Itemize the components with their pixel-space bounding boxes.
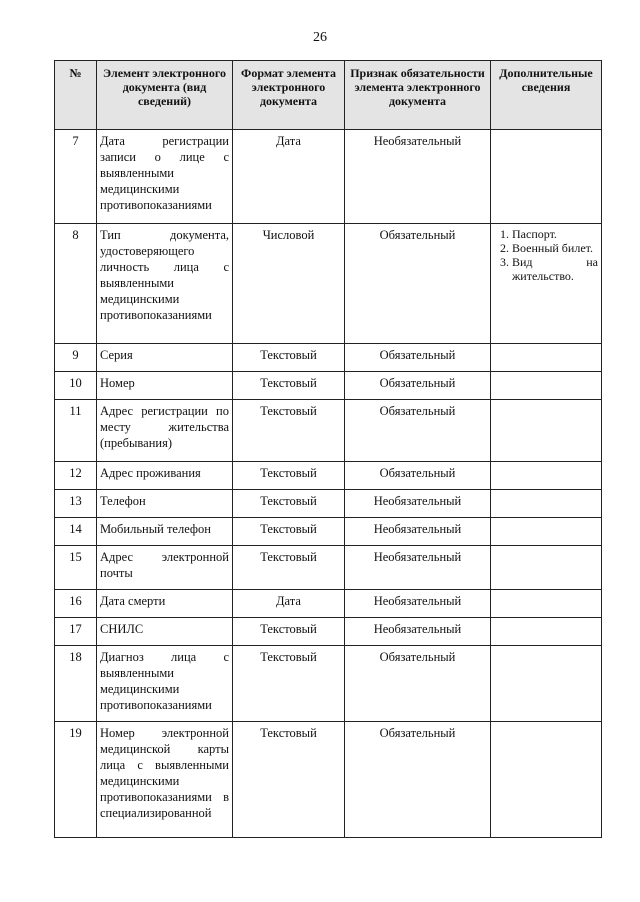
required-flag: Обязательный [345,400,491,462]
element-name: Адрес проживания [97,462,233,490]
required-flag: Необязательный [345,590,491,618]
element-name: Серия [97,344,233,372]
table-row [55,646,602,722]
required-flag: Необязательный [345,490,491,518]
element-format: Текстовый [233,344,345,372]
element-format: Текстовый [233,490,345,518]
header-required: Признак обязательности элемента электронного документа [345,61,491,130]
element-format: Текстовый [233,372,345,400]
additional-info [491,400,602,462]
additional-info [491,590,602,618]
element-format: Числовой [233,224,345,344]
additional-info [491,722,602,838]
element-format: Текстовый [233,618,345,646]
additional-info [491,224,602,344]
header-number: № [55,61,97,130]
element-format: Текстовый [233,646,345,722]
required-flag: Обязательный [345,224,491,344]
element-format: Текстовый [233,546,345,590]
element-name: Номер электронной медицинской карты лица с выявленными медицинскими противопоказаниями в специализированной [97,722,233,838]
row-number: 15 [55,546,97,590]
table-row [55,618,602,646]
additional-info [491,372,602,400]
row-number: 8 [55,224,97,344]
table-row [55,546,602,590]
row-number: 14 [55,518,97,546]
table-row [55,722,602,838]
header-element: Элемент электронного документа (вид сведений) [97,61,233,130]
element-format: Текстовый [233,400,345,462]
required-flag: Обязательный [345,462,491,490]
element-name: Диагноз лица с выявленными медицинскими противопоказаниями [97,646,233,722]
row-number: 7 [55,130,97,224]
table-row [55,400,602,462]
required-flag: Обязательный [345,372,491,400]
element-format: Дата [233,130,345,224]
element-name: Дата регистрации записи о лице с выявленными медицинскими противопоказаниями [97,130,233,224]
info-list-item: 1. Паспорт. [512,227,598,241]
element-name: Адрес регистрации по месту жительства (пребывания) [97,400,233,462]
additional-info [491,344,602,372]
required-flag: Обязательный [345,646,491,722]
row-number: 18 [55,646,97,722]
additional-info [491,646,602,722]
row-number: 9 [55,344,97,372]
table-row [55,462,602,490]
info-list-item: 2. Военный билет. [512,241,598,255]
element-format: Текстовый [233,722,345,838]
additional-info [491,546,602,590]
header-additional: Дополнительные сведения [491,61,602,130]
element-format: Текстовый [233,462,345,490]
row-number: 10 [55,372,97,400]
info-list-item: 3. Вид на жительство. [512,255,598,283]
additional-info [491,618,602,646]
row-number: 16 [55,590,97,618]
row-number: 17 [55,618,97,646]
required-flag: Обязательный [345,722,491,838]
table-row [55,490,602,518]
element-name: Адрес электронной почты [97,546,233,590]
element-name: Мобильный телефон [97,518,233,546]
element-format: Дата [233,590,345,618]
table-row [55,344,602,372]
additional-info [491,130,602,224]
table-row [55,590,602,618]
header-format: Формат элемента электронного документа [233,61,345,130]
info-list [494,227,598,283]
additional-info [491,462,602,490]
row-number: 11 [55,400,97,462]
table-row [55,372,602,400]
required-flag: Необязательный [345,518,491,546]
document-elements-table [54,60,602,838]
table-body [55,130,602,838]
page-number: 26 [313,30,327,45]
table-row [55,518,602,546]
table-row [55,224,602,344]
row-number: 13 [55,490,97,518]
element-name: Тип документа, удостоверяющего личность лица с выявленными медицинскими противопоказаниями [97,224,233,344]
required-flag: Необязательный [345,546,491,590]
element-name: СНИЛС [97,618,233,646]
row-number: 19 [55,722,97,838]
required-flag: Необязательный [345,130,491,224]
additional-info [491,518,602,546]
additional-info [491,490,602,518]
required-flag: Обязательный [345,344,491,372]
table-header-row [55,61,602,130]
element-name: Телефон [97,490,233,518]
element-format: Текстовый [233,518,345,546]
row-number: 12 [55,462,97,490]
element-name: Номер [97,372,233,400]
element-name: Дата смерти [97,590,233,618]
required-flag: Необязательный [345,618,491,646]
table-row [55,130,602,224]
